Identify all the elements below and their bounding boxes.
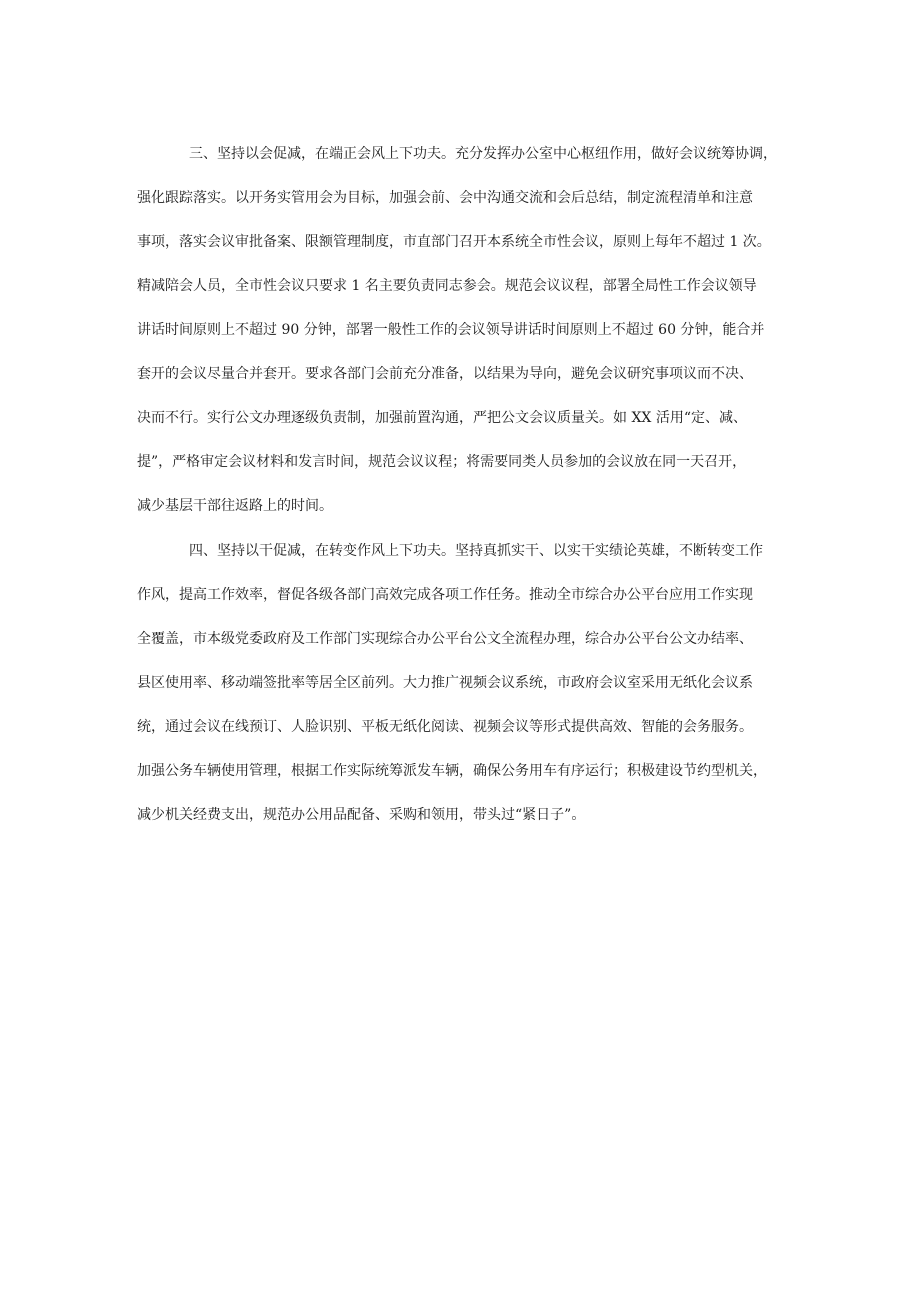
paragraph-line: 三、坚持以会促减，在端正会风上下功夫。充分发挥办公室中心枢纽作用，做好会议统筹协调， [189, 146, 777, 162]
paragraph-line: 四、坚持以干促减，在转变作风上下功夫。坚持真抓实干、以实干实绩论英雄，不断转变工作 [189, 543, 763, 559]
paragraph-line: 套开的会议尽量合并套开。要求各部门会前充分准备，以结果为导向，避免会议研究事项议而不决、 [137, 366, 753, 382]
paragraph-line: 提”，严格审定会议材料和发言时间，规范会议议程；将需要同类人员参加的会议放在同一天召开， [137, 454, 747, 470]
paragraph-line: 精减陪会人员，全市性会议只要求 1 名主要负责同志参会。规范会议议程，部署全局性工作会议领导 [137, 278, 757, 294]
paragraph-line: 县区使用率、移动端签批率等居全区前列。大力推广视频会议系统，市政府会议室采用无纸化会议系 [137, 675, 753, 691]
paragraph-line: 加强公务车辆使用管理，根据工作实际统筹派发车辆，确保公务用车有序运行；积极建设节约型机关， [137, 763, 767, 779]
paragraph-line: 统，通过会议在线预订、人脸识别、平板无纸化阅读、视频会议等形式提供高效、智能的会务服务。 [137, 719, 753, 735]
paragraph-line: 事项，落实会议审批备案、限额管理制度，市直部门召开本系统全市性会议，原则上每年不超过 1 次。 [137, 234, 771, 250]
paragraph-line: 减少基层干部往返路上的时间。 [137, 498, 333, 514]
paragraph-line: 强化跟踪落实。以开务实管用会为目标，加强会前、会中沟通交流和会后总结，制定流程清单和注意 [137, 190, 753, 206]
paragraph-line: 全覆盖，市本级党委政府及工作部门实现综合办公平台公文全流程办理，综合办公平台公文办结率、 [137, 631, 753, 647]
paragraph-line: 作风，提高工作效率，督促各级各部门高效完成各项工作任务。推动全市综合办公平台应用工作实现 [137, 587, 753, 603]
paragraph-line: 决而不行。实行公文办理逐级负责制，加强前置沟通，严把公文会议质量关。如 XX 活用“定、减、 [137, 410, 747, 426]
paragraph-line: 减少机关经费支出，规范办公用品配备、采购和领用，带头过“紧日子”。 [137, 807, 586, 823]
paragraph-line: 讲话时间原则上不超过 90 分钟，部署一般性工作的会议领导讲话时间原则上不超过 60 分钟，能合并 [137, 322, 765, 338]
